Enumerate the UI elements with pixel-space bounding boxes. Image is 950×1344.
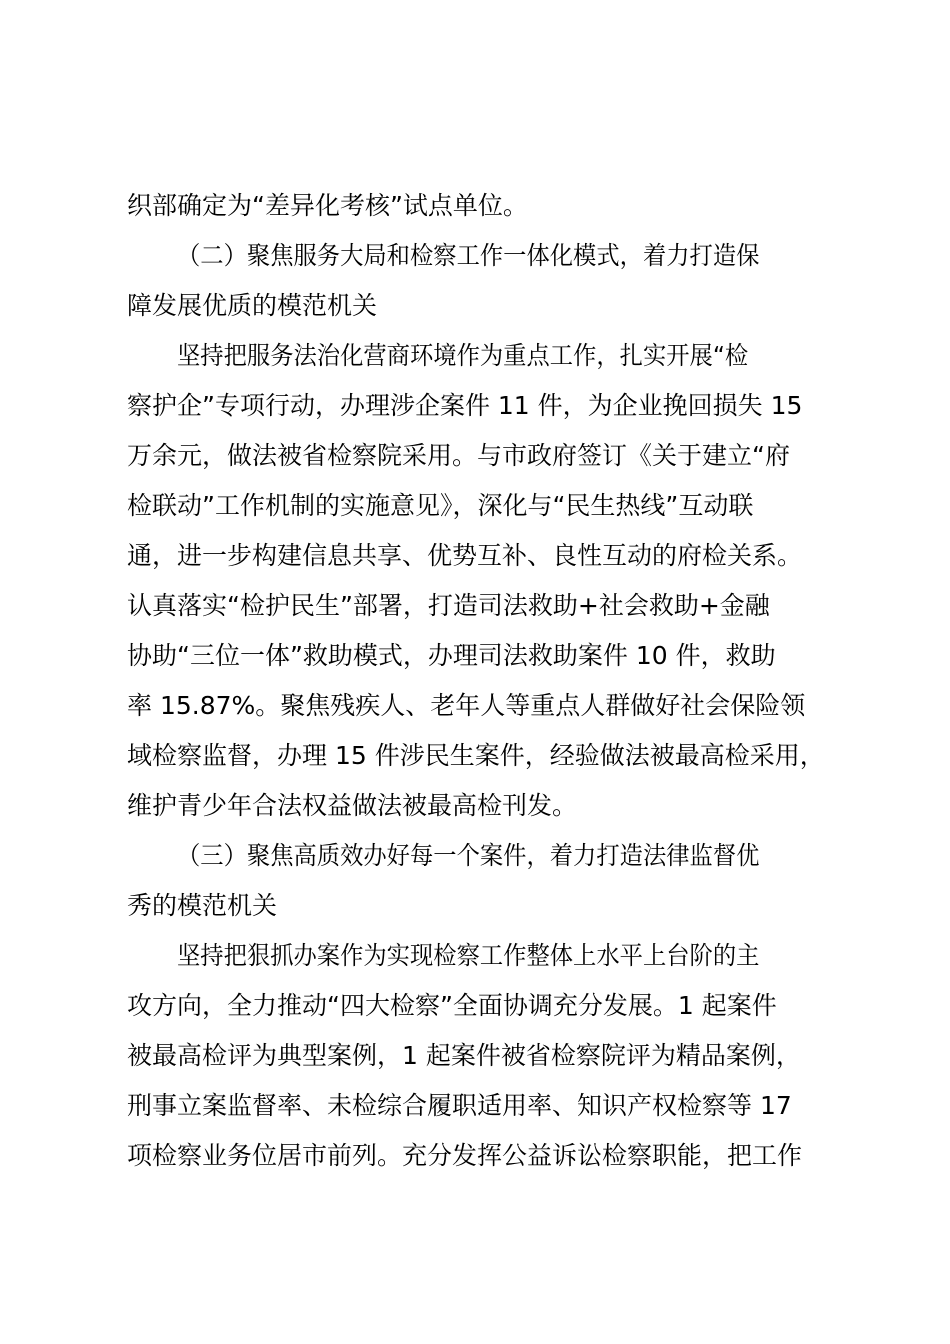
paragraph-2-line-1: 坚持把服务法治化营商环境作为重点工作，扎实开展“检 xyxy=(177,341,749,370)
paragraph-2-line-4: 检联动”工作机制的实施意见》，深化与“民生热线”互动联 xyxy=(127,491,754,520)
paragraph-3-line-1: 坚持把狠抓办案作为实现检察工作整体上水平上台阶的主 xyxy=(177,941,760,970)
paragraph-3-line-2: 攻方向，全力推动“四大检察”全面协调充分发展。1 起案件 xyxy=(127,991,777,1020)
paragraph-2-line-7: 协助“三位一体”救助模式，办理司法救助案件 10 件，救助 xyxy=(127,641,776,670)
paragraph-3-line-5: 项检察业务位居市前列。充分发挥公益诉讼检察职能，把工作 xyxy=(127,1141,803,1170)
paragraph-3-line-3: 被最高检评为典型案例，1 起案件被省检察院评为精品案例， xyxy=(127,1041,801,1070)
section-heading-2-line-2: 障发展优质的模范机关 xyxy=(127,291,378,320)
paragraph-continuation-line: 织部确定为“差异化考核”试点单位。 xyxy=(127,191,528,220)
section-heading-3-line-1: （三）聚焦高质效办好每一个案件，着力打造法律监督优 xyxy=(177,841,760,870)
paragraph-2-line-5: 通，进一步构建信息共享、优势互补、良性互动的府检关系。 xyxy=(127,541,803,570)
paragraph-2-line-2: 察护企”专项行动，办理涉企案件 11 件，为企业挽回损失 15 xyxy=(127,391,803,420)
paragraph-2-line-3: 万余元，做法被省检察院采用。与市政府签订《关于建立“府 xyxy=(127,441,790,470)
section-heading-3-line-2: 秀的模范机关 xyxy=(127,891,278,920)
paragraph-3-line-4: 刑事立案监督率、未检综合履职适用率、知识产权检察等 17 xyxy=(127,1091,792,1120)
paragraph-2-line-9: 域检察监督，办理 15 件涉民生案件，经验做法被最高检采用， xyxy=(127,741,825,770)
paragraph-2-line-6: 认真落实“检护民生”部署，打造司法救助+社会救助+金融 xyxy=(127,591,770,620)
paragraph-2-line-10: 维护青少年合法权益做法被最高检刊发。 xyxy=(127,791,578,820)
section-heading-2-line-1: （二）聚焦服务大局和检察工作一体化模式，着力打造保 xyxy=(177,241,760,270)
paragraph-2-line-8: 率 15.87%。聚焦残疾人、老年人等重点人群做好社会保险领 xyxy=(127,691,806,720)
